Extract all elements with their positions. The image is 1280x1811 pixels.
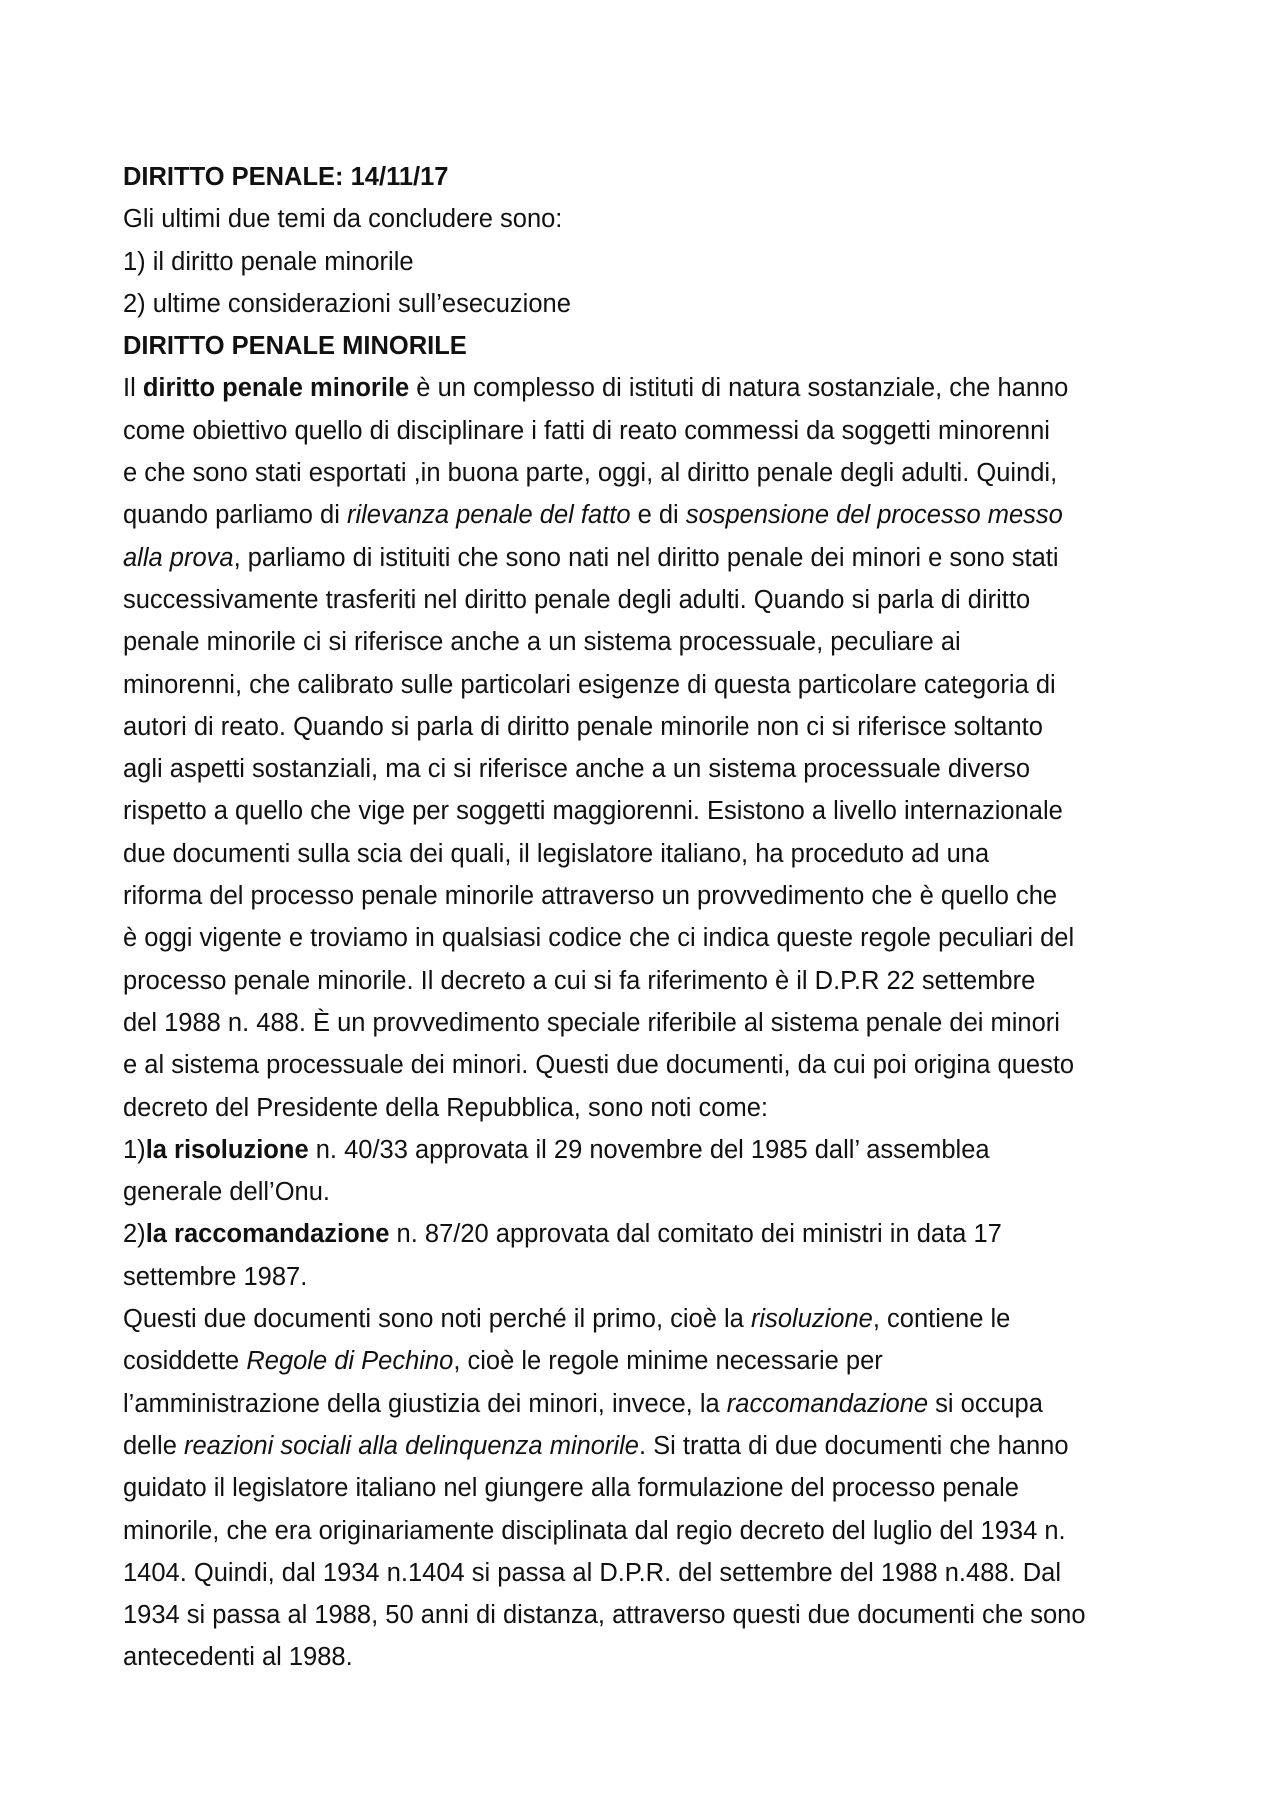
text-span: minorile, che era originariamente disciplinata dal regio decreto del luglio del 1934 n. [123,1516,1066,1545]
text-span: Gli ultimi due temi da concludere sono: [123,205,563,234]
text-line [123,579,1173,621]
text-span: 1934 si passa al 1988, 50 anni di distanza, attraverso questi due documenti che sono [123,1601,1086,1630]
bold-text: la raccomandazione [145,1220,390,1249]
text-span: penale minorile ci si riferisce anche a un sistema processuale, peculiare ai [123,628,961,657]
italic-text: risoluzione [750,1305,873,1334]
text-span: e di [630,501,686,530]
text-span: antecedenti al 1988. [123,1643,353,1672]
text-line [123,621,1173,663]
text-line [123,1594,1173,1636]
text-span: l’amministrazione della giustizia dei minori, invece, la [123,1389,727,1418]
text-line [123,367,1173,409]
text-span: Questi due documenti sono noti perché il primo, cioè la [123,1305,751,1334]
document-body [123,156,1173,1679]
text-line [123,748,1173,790]
text-line [123,1044,1173,1086]
text-span: 1404. Quindi, dal 1934 n.1404 si passa al D.P.R. del settembre del 1988 n.488. Dal [123,1558,1061,1587]
text-line [123,1552,1173,1594]
text-span: come obiettivo quello di disciplinare i fatti di reato commessi da soggetti minorenni [123,416,1050,445]
text-span: autori di reato. Quando si parla di diritto penale minorile non ci si riferisce soltanto [123,712,1043,741]
italic-text: rilevanza penale del fatto [346,501,631,530]
text-span: , parliamo di istituiti che sono nati nel diritto penale dei minori e sono stati [233,543,1059,572]
text-span: due documenti sulla scia dei quali, il legislatore italiano, ha proceduto ad una [123,839,990,868]
text-line [123,1129,1173,1171]
text-span: 2) [123,1220,146,1249]
text-line [123,410,1173,452]
text-line [123,1298,1173,1340]
text-span: processo penale minorile. Il decreto a cui si fa riferimento è il D.P.R 22 settembre [123,966,1036,995]
text-span: . Si tratta di due documenti che hanno [638,1431,1069,1460]
text-line [123,1087,1173,1129]
text-line [123,156,1173,198]
text-line [123,1256,1173,1298]
italic-text: reazioni sociali alla delinquenza minorile [183,1431,639,1460]
italic-text: Regole di Pechino [246,1347,454,1376]
text-line [123,833,1173,875]
text-span: guidato il legislatore italiano nel giungere alla formulazione del processo penale [123,1474,1019,1503]
text-span: rispetto a quello che vige per soggetti maggiorenni. Esistono a livello internazionale [123,797,1063,826]
text-line [123,1425,1173,1467]
text-span: riforma del processo penale minorile attraverso un provvedimento che è quello che [123,882,1058,911]
text-line [123,198,1173,240]
text-line [123,1340,1173,1382]
text-span: 2) ultime considerazioni sull’esecuzione [123,289,571,318]
text-line [123,325,1173,367]
text-line [123,1002,1173,1044]
text-line [123,706,1173,748]
text-line [123,1171,1173,1213]
text-line [123,1467,1173,1509]
text-line [123,917,1173,959]
bold-text: DIRITTO PENALE MINORILE [123,332,467,361]
text-line [123,452,1173,494]
text-span: cosiddette [123,1347,247,1376]
text-span: delle [123,1431,184,1460]
text-span: è un complesso di istituti di natura sostanziale, che hanno [409,374,1069,403]
text-line [123,1383,1173,1425]
italic-text: alla prova [123,543,234,572]
text-span: e al sistema processuale dei minori. Questi due documenti, da cui poi origina questo [123,1051,1075,1080]
text-line [123,1213,1173,1255]
text-span: si occupa [928,1389,1043,1418]
text-span: , contiene le [872,1305,1011,1334]
text-line [123,494,1173,536]
text-line [123,664,1173,706]
text-span: minorenni, che calibrato sulle particolari esigenze di questa particolare categoria di [123,670,1056,699]
text-line [123,960,1173,1002]
text-span: del 1988 n. 488. È un provvedimento speciale riferibile al sistema penale dei minori [123,1008,1060,1037]
text-span: n. 87/20 approvata dal comitato dei ministri in data 17 [389,1220,1002,1249]
text-span: e che sono stati esportati ,in buona parte, oggi, al diritto penale degli adulti. Quindi, [123,459,1058,488]
text-span: successivamente trasferiti nel diritto penale degli adulti. Quando si parla di diritto [123,585,1031,614]
text-span: generale dell’Onu. [123,1178,330,1207]
text-span: Il [123,374,143,403]
text-span: n. 40/33 approvata il 29 novembre del 1985 dall’ assemblea [308,1135,990,1164]
text-span: è oggi vigente e troviamo in qualsiasi codice che ci indica queste regole peculiari del [123,924,1075,953]
bold-text: DIRITTO PENALE: 14/11/17 [123,163,449,191]
text-line [123,1510,1173,1552]
text-line [123,790,1173,832]
text-line [123,241,1173,283]
text-span: decreto del Presidente della Repubblica, sono noti come: [123,1093,768,1122]
text-span: quando parliamo di [123,501,347,530]
text-span: agli aspetti sostanziali, ma ci si riferisce anche a un sistema processuale diverso [123,755,1031,784]
text-line [123,537,1173,579]
text-span: , cioè le regole minime necessarie per [453,1347,883,1376]
text-line [123,283,1173,325]
text-span: settembre 1987. [123,1262,308,1291]
text-line [123,1636,1173,1678]
italic-text: sospensione del processo messo [685,501,1063,530]
bold-text: diritto penale minorile [142,374,410,403]
text-line [123,875,1173,917]
bold-text: la risoluzione [145,1135,309,1164]
italic-text: raccomandazione [726,1389,929,1418]
text-span: 1) [123,1135,146,1164]
text-span: 1) il diritto penale minorile [123,247,414,276]
